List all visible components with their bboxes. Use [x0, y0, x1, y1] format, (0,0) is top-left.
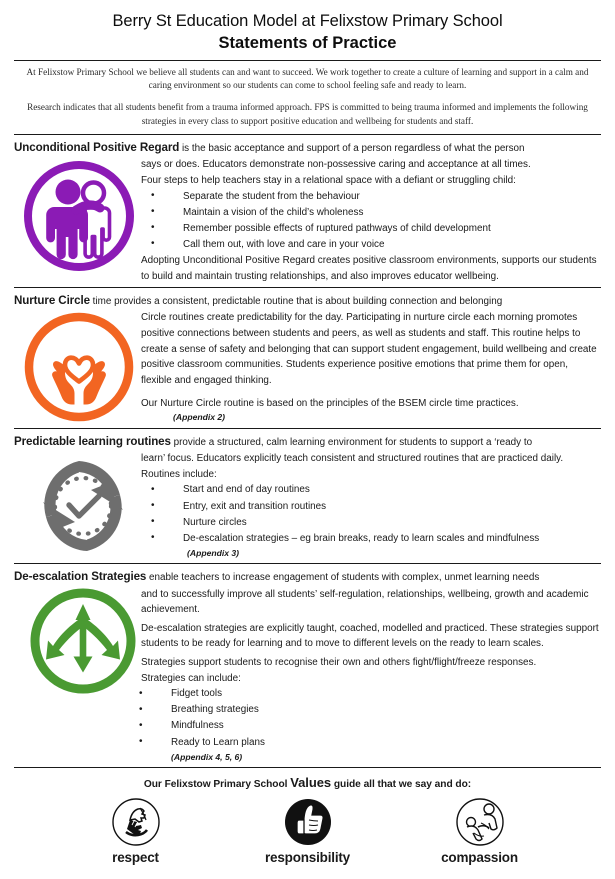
section-3-lead-text: provide a structured, calm learning environment for students to support a ‘ready to — [170, 436, 533, 448]
section-3-para-2: Routines include: — [141, 468, 217, 480]
section-4-lead-text: enable teachers to increase engagement of students with complex, unmet learning needs — [146, 572, 540, 584]
list-item: • De-escalation strategies – eg brain breaks, ready to learn scales and mindfulness — [141, 531, 601, 547]
section-2-lead-text: time provides a consistent, predictable routine that is about building connection and belonging — [89, 296, 503, 308]
section-1-para-1: says or does. Educators demonstrate non-possessive caring and acceptance at all times. — [141, 159, 531, 171]
list-item: • Entry, exit and transition routines — [141, 499, 601, 515]
list-item: • Fidget tools — [129, 686, 601, 702]
section-2-para-2: Our Nurture Circle routine is based on the principles of the BSEM circle time practices. — [141, 397, 519, 409]
section-2-appendix: (Appendix 2) — [173, 412, 226, 423]
intro-paragraph-2: Research indicates that all students benefit from a trauma informed approach. FPS is committed to being trauma informed and implements the following strategies in every class to support positive education and wellbeing for students and staff. — [27, 102, 588, 126]
hands-holding-heart-icon — [20, 308, 138, 426]
section-de-escalation-strategies — [14, 564, 601, 767]
section-4-bullet-list — [129, 686, 601, 750]
value-responsibility — [248, 796, 368, 865]
cyclical-arrows-checkmark-icon — [24, 447, 142, 565]
section-unconditional-positive-regard — [14, 135, 601, 287]
section-1-para-3: Adopting Unconditional Positive Regard creates positive classroom environments, supports our students to build and maintain trusting relationships, and also improves educator wellbeing. — [141, 254, 597, 282]
list-item: • Mindfulness — [129, 718, 601, 734]
section-nurture-circle — [14, 288, 601, 428]
section-1-lead-text: is the basic acceptance and support of a person regardless of what the person — [179, 143, 525, 155]
section-4-para-1: and to successfully improve all students’ self-regulation, relationships, wellbeing, growth and academic achievement. — [141, 588, 589, 616]
two-people-embrace-icon — [20, 157, 138, 275]
values-heading-after: guide all that we say and do: — [331, 779, 472, 791]
list-item: • Maintain a vision of the child’s wholeness — [141, 205, 601, 221]
page-title: Berry St Education Model at Felixstow Primary School — [112, 12, 503, 30]
list-item: • Separate the student from the behaviour — [141, 189, 601, 205]
helping-hands-sketch-icon — [420, 796, 540, 848]
section-3-appendix: (Appendix 3) — [187, 547, 240, 558]
list-item: • Breathing strategies — [129, 702, 601, 718]
value-respect — [76, 796, 196, 865]
document-header — [14, 10, 601, 135]
section-2-title: Nurture Circle — [14, 294, 90, 308]
list-item: • Call them out, with love and care in your voice — [141, 237, 601, 253]
section-predictable-learning-routines — [14, 429, 601, 563]
intro-paragraph-1: At Felixstow Primary School we believe all students can and want to succeed. We work together to create a culture of learning and support in a calm and caring environment so our students can come to school feeling safe and ready to learn. — [26, 66, 589, 91]
values-row — [14, 796, 601, 865]
section-3-bullet-list — [141, 482, 601, 546]
thumbs-up-sketch-icon — [248, 796, 368, 848]
section-3-title: Predictable learning routines — [14, 434, 171, 448]
school-values-section — [14, 768, 601, 865]
section-1-bullet-list — [141, 189, 601, 253]
list-item: • Nurture circles — [141, 515, 601, 531]
section-4-para-4: Strategies can include: — [141, 672, 241, 684]
list-item: • Start and end of day routines — [141, 482, 601, 498]
list-item: • Remember possible effects of ruptured pathways of child development — [141, 221, 601, 237]
value-label: respect — [112, 850, 159, 866]
values-heading-before: Our Felixstow Primary School — [143, 779, 291, 791]
section-1-para-2: Four steps to help teachers stay in a relational space with a defiant or struggling child: — [141, 175, 516, 187]
list-item: • Ready to Learn plans — [129, 735, 601, 751]
section-1-lead — [14, 139, 601, 157]
value-label: compassion — [441, 850, 518, 866]
value-label: responsibility — [265, 850, 350, 866]
section-3-para-1: learn’ focus. Educators explicitly teach consistent and structured routines that are practiced daily. — [141, 453, 564, 465]
handshake-sketch-icon — [76, 796, 196, 848]
diverging-arrows-icon — [24, 582, 142, 700]
section-2-para-1: Circle routines create predictability for the day. Participating in nurture circle each morning promotes positive connections between students and peers, as well as students and staff. This routine helps to create a sense of safety and belonging that can support student engagement, build wellbeing and create positive classroom communities. Students experience positive emotions that prime them for open, flexible and engaged thinking. — [141, 312, 597, 387]
page-subtitle: Statements of Practice — [218, 34, 397, 53]
value-compassion — [420, 796, 540, 865]
section-4-para-3: Strategies support students to recognise their own and others fight/flight/freeze responses. — [141, 657, 537, 669]
section-4-para-2: De-escalation strategies are explicitly taught, coached, modelled and practiced. These strategies support students to be ready for learning and to move to different levels on the ready to learn scales. — [141, 622, 599, 650]
section-4-title: De-escalation Strategies — [14, 570, 147, 584]
spacer — [141, 389, 601, 396]
values-heading-emphasis: Values — [290, 775, 332, 791]
values-heading — [14, 775, 601, 790]
section-1-title: Unconditional Positive Regard — [14, 141, 180, 155]
section-4-appendix: (Appendix 4, 5, 6) — [171, 751, 243, 762]
divider-header-top — [14, 60, 601, 61]
